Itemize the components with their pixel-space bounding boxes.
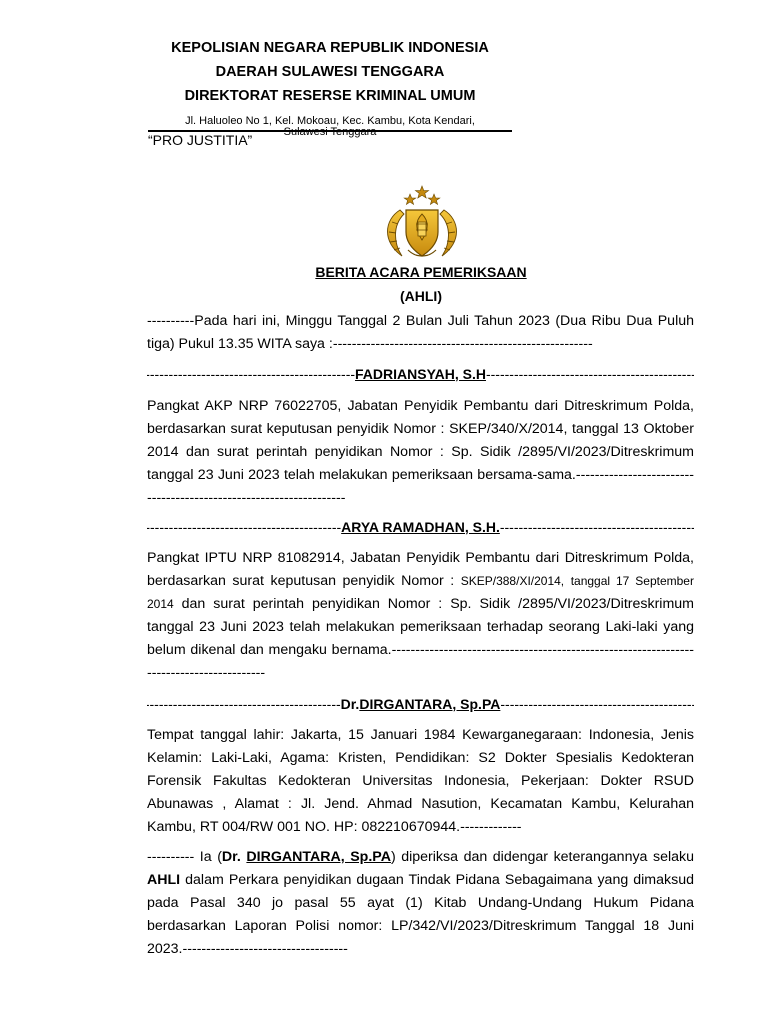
closing-text-2: dalam Perkara penyidikan dugaan Tindak Pidana Sebagaimana yang dimaksud pada Pasal 340 jo pasal 55 ayat (1) Kitab Undang-Undang Hukum Pidana berdasarkan Laporan Polisi nomor: LP/342/VI/2023/Ditreskrimum Tanggal 18 Juni 2023. [147,872,694,957]
header-institution: KEPOLISIAN NEGARA REPUBLIK INDONESIA [171,40,489,56]
expert-name-row [147,692,694,715]
closing-lead: ---------- Ia ( [147,849,222,865]
emblem-star-right [428,194,440,204]
expert-text: Tempat tanggal lahir: Jakarta, 15 Januari 1984 Kewarganegaraan: Indonesia, Jenis Kelamin: Laki-Laki, Agama: Kristen, Pendidikan: S2 Dokter Spesialis Kedokteran Forensik Fakultas Kedokteran Universitas Indonesia, Pekerjaan: Dokter RSUD Abunawas , Alamat : Jl. Jend. Ahmad Nasution, Kecamatan Kambu, Kelurahan Kambu, RT 004/RW 001 NO. HP: 082210670944. [147,727,694,835]
header-region: DAERAH SULAWESI TENGGARA [215,64,445,80]
investigator1-text: Pangkat AKP NRP 76022705, Jabatan Penyidik Pembantu dari Ditreskrimum Polda, berdasarkan surat keputusan penyidik Nomor : SKEP/340/X/2014, tanggal 13 Oktober 2014 dan surat perintah penyidikan Nomor : Sp. Sidik /2895/VI/2023/Ditreskrimum tanggal 23 Juni 2023 telah melakukan pemeriksaan bersama-sama. [147,398,694,483]
emblem-star-top [415,186,428,198]
closing-trail-dashes: ----------------------------------- [182,941,348,957]
investigator2-paragraph [147,547,694,685]
opening-trail-dashes: ------------------------------------------------------- [332,336,593,352]
expert-trail-dashes: ------------- [460,819,522,835]
name-dash-left [147,696,341,712]
investigator1-trail-dashes: ------------------------------------------------------------------- [147,467,694,506]
document-title: BERITA ACARA PEMERIKSAAN [315,264,527,280]
name-dash-left [147,366,355,382]
investigator2-trail-dashes: ----------------------------------------------------------------------------------------- [147,642,694,681]
investigator1-name: FADRIANSYAH, S.H [355,365,486,382]
closing-dr: Dr. [221,849,247,865]
investigator2-name-row [147,515,694,538]
name-dash-right [500,519,694,535]
address-line-1: Jl. Haluoleo No 1, Kel. Mokoau, Kec. Kambu, Kota Kendari, [185,115,475,127]
investigator2-text-a: Pangkat IPTU NRP 81082914, Jabatan Penyidik Pembantu dari Ditreskrimum Polda, berdasarkan surat keputusan penyidik Nomor : [147,550,694,589]
investigator2-text-b: dan surat perintah penyidikan Nomor : Sp. Sidik /2895/VI/2023/Ditreskrimum tanggal 23 Juni 2023 telah melakukan pemeriksaan terhadap seorang Laki-laki yang belum dikenal dan mengaku bernama. [147,596,694,658]
closing-expert-name: DIRGANTARA, Sp.PA [246,849,391,865]
expert-paragraph [147,724,694,839]
investigator1-name-row [147,362,694,385]
name-dash-right [486,366,694,382]
closing-paragraph [147,846,694,961]
document-header [148,36,512,138]
opening-text: Pada hari ini, Minggu Tanggal 2 Bulan Juli Tahun 2023 (Dua Ribu Dua Puluh tiga) Pukul 13.35 WITA saya : [147,313,694,352]
emblem-star-left [404,194,416,204]
opening-paragraph [147,310,694,356]
pro-justitia-label: “PRO JUSTITIA” [148,132,253,148]
document-subtitle: (AHLI) [400,288,442,304]
closing-text-1: ) diperiksa dan didengar keterangannya selaku [390,849,695,865]
closing-ahli: AHLI [147,872,181,888]
name-dash-right [500,696,694,712]
expert-title-prefix: Dr. [340,695,360,712]
investigator2-skep: SKEP/388/XI/2014, [460,574,565,588]
investigator2-date: tanggal 17 September 2014 [147,574,694,611]
opening-lead-dashes: ---------- [147,313,195,329]
police-emblem-icon [378,184,466,260]
expert-name: DIRGANTARA, Sp.PA [359,695,501,712]
header-directorate: DIREKTORAT RESERSE KRIMINAL UMUM [184,88,476,104]
address-line-2: Sulawesi Tenggara [283,126,377,138]
name-dash-left [147,519,341,535]
investigator1-paragraph [147,395,694,510]
investigator2-name: ARYA RAMADHAN, S.H. [341,518,500,535]
